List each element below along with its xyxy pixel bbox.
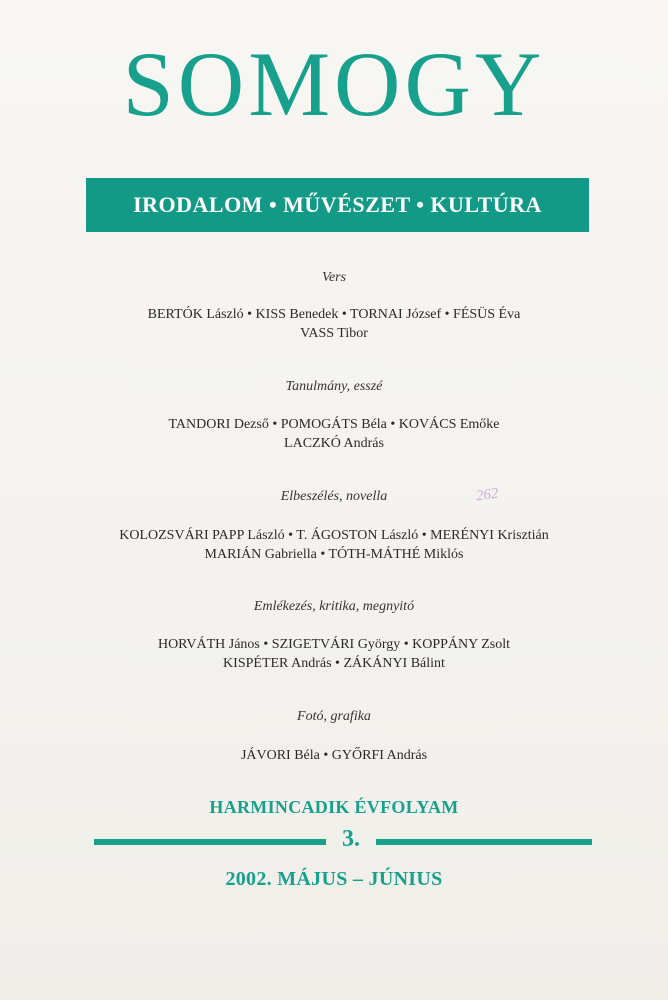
author-line: KISPÉTER András • ZÁKÁNYI Bálint [223,656,445,671]
issue-date: 2002. MÁJUS – JÚNIUS [225,868,443,890]
section-label-memoir: Emlékezés, kritika, megnyitó [253,599,415,614]
pencil-annotation: 262 [474,485,500,505]
author-line: TANDORI Dezső • POMOGÁTS Béla • KOVÁCS Emőke [168,417,500,432]
issue-number: 3. [342,826,360,852]
section-authors-photo [0,746,668,765]
divider-left [94,839,326,845]
section-label-photo: Fotó, grafika [297,709,371,724]
divider-right [376,839,592,845]
author-line: LACZKÓ András [284,436,384,451]
section-authors-prose [0,526,668,564]
section-label-essay: Tanulmány, esszé [285,379,383,394]
author-line: KOLOZSVÁRI PAPP László • T. ÁGOSTON László • MERÉNYI Krisztián [119,528,549,543]
author-line: HORVÁTH János • SZIGETVÁRI György • KOPPÁNY Zsolt [157,637,511,652]
author-line: JÁVORI Béla • GYŐRFI András [240,748,428,763]
section-label-vers: Vers [321,270,347,285]
subtitle-text: IRODALOM • MŰVÉSZET • KULTÚRA [133,192,542,217]
magazine-title: SOMOGY [122,33,546,135]
section-authors-vers [0,305,668,343]
section-authors-essay [0,415,668,453]
section-authors-memoir [0,635,668,673]
author-line: MARIÁN Gabriella • TÓTH-MÁTHÉ Miklós [204,547,464,562]
author-line: BERTÓK László • KISS Benedek • TORNAI József • FÉSÜS Éva [147,307,521,322]
subtitle-banner [86,178,589,232]
author-line: VASS Tibor [300,326,368,341]
section-label-prose: Elbeszélés, novella [280,489,388,504]
volume-label: HARMINCADIK ÉVFOLYAM [209,797,459,817]
